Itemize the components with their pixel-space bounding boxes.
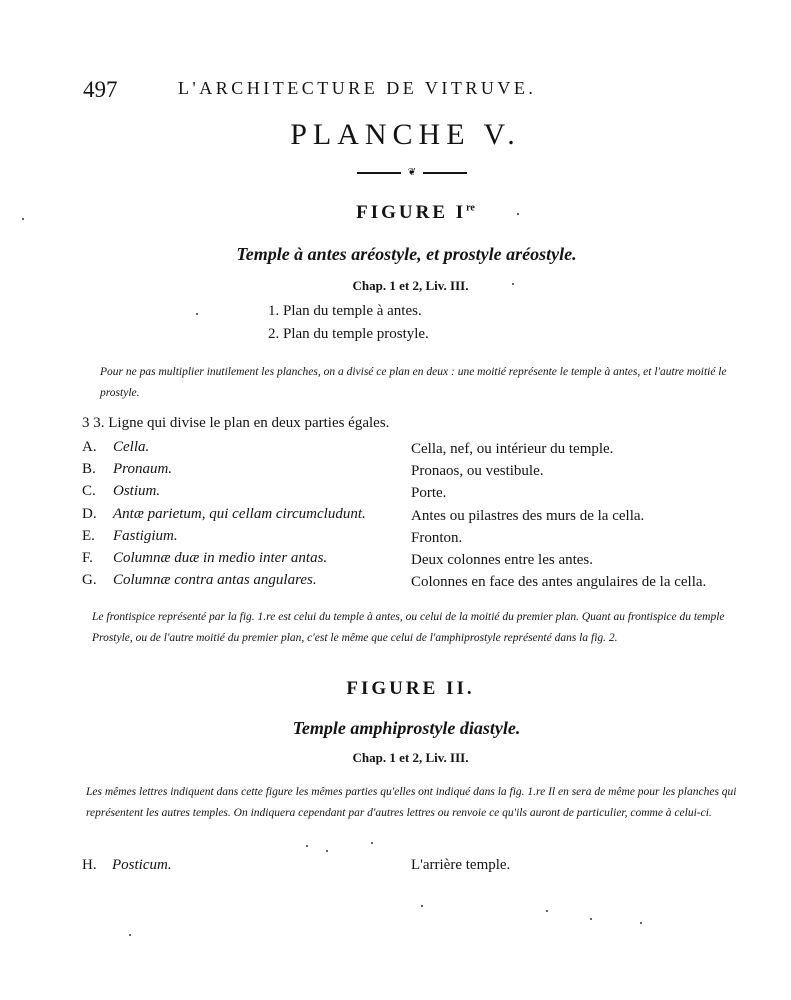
legend-letter: F.	[82, 550, 93, 566]
legend-letter: C.	[82, 483, 96, 499]
legend-latin: Pronaum.	[113, 461, 173, 477]
plan-item-number: 2.	[268, 326, 280, 342]
legend-french: Cella, nef, ou intérieur du temple.	[411, 441, 614, 457]
frontispiece-note: Le frontispice représenté par la fig. 1.re est celui du temple à antes, ou celui de la moitié du premier plan. Quant au frontispice du temple Prostyle, ou de l'autre moitié du premier plan, c'est le même que celui de l'amphiprostyle représenté dans la fig. 2.	[92, 611, 725, 644]
scan-speck	[129, 934, 131, 936]
legend-letter: H.	[82, 857, 97, 873]
scan-speck	[421, 905, 423, 907]
scan-speck	[306, 845, 308, 847]
legend-french: Deux colonnes entre les antes.	[411, 552, 594, 568]
figure-1-heading	[0, 202, 791, 224]
running-head: L'ARCHITECTURE DE VITRUVE.	[178, 78, 537, 98]
legend-french: L'arrière temple.	[411, 857, 511, 873]
scan-speck	[512, 283, 514, 285]
legend-intro: 3 3. Ligne qui divise le plan en deux parties égales.	[82, 415, 390, 431]
plan-item-text: Plan du temple à antes.	[283, 303, 422, 319]
ornament-divider	[357, 168, 467, 178]
scan-speck	[326, 850, 328, 852]
figure-1-note: Pour ne pas multiplier inutilement les planches, on a divisé ce plan en deux : une moitié représente le temple à antes, et l'autre moitié le prostyle.	[100, 366, 727, 399]
scan-speck	[546, 910, 548, 912]
legend-latin: Cella.	[113, 439, 150, 455]
page-number: 497	[83, 77, 118, 102]
legend-french: Pronaos, ou vestibule.	[411, 463, 544, 479]
legend-latin: Fastigium.	[113, 528, 178, 544]
scan-speck	[196, 313, 198, 315]
scan-speck	[640, 922, 642, 924]
scan-speck	[371, 842, 373, 844]
plan-item	[268, 326, 429, 343]
legend-letter: G.	[82, 572, 97, 588]
plan-item	[268, 303, 422, 320]
legend-latin: Posticum.	[112, 857, 172, 873]
legend-french: Fronton.	[411, 530, 463, 546]
legend-letter: A.	[82, 439, 97, 455]
legend-latin: Ostium.	[113, 483, 161, 499]
plan-item-number: 1.	[268, 303, 280, 319]
plan-item-text: Plan du temple prostyle.	[283, 326, 429, 342]
legend-french: Antes ou pilastres des murs de la cella.	[411, 508, 645, 524]
figure-1-subtitle: Temple à antes aréostyle, et prostyle aréostyle.	[236, 244, 577, 264]
scan-speck	[590, 918, 592, 920]
legend-letter: B.	[82, 461, 96, 477]
figure-2-chapter: Chap. 1 et 2, Liv. III.	[352, 750, 469, 765]
figure-1-heading-sup: re	[466, 202, 475, 214]
legend-french: Porte.	[411, 485, 447, 501]
scan-speck	[517, 213, 519, 215]
figure-1-heading-text: FIGURE I	[356, 202, 467, 223]
legend-latin: Columnæ duæ in medio inter antas.	[113, 550, 328, 566]
figure-2-heading: FIGURE II.	[346, 678, 475, 699]
legend-latin: Columnæ contra antas angulares.	[113, 572, 317, 588]
figure-2-subtitle: Temple amphiprostyle diastyle.	[292, 718, 521, 738]
scan-speck	[22, 218, 24, 220]
plate-title: PLANCHE V.	[290, 118, 521, 151]
figure-1-chapter: Chap. 1 et 2, Liv. III.	[352, 278, 469, 293]
legend-letter: E.	[82, 528, 95, 544]
legend-letter: D.	[82, 506, 97, 522]
ornament-knot-icon: ❦	[407, 167, 417, 178]
legend-french: Colonnes en face des antes angulaires de la cella.	[411, 574, 707, 590]
legend-latin: Antæ parietum, qui cellam circumcludunt.	[113, 506, 366, 522]
figure-2-note: Les mêmes lettres indiquent dans cette figure les mêmes parties qu'elles ont indiqué dans la fig. 1.re Il en sera de même pour les planches qui représentent les autres temples. On indiquera cependant par d'autres lettres ou renvoie ce qu'ils auront de particulier, comme à celui-ci.	[86, 786, 737, 819]
